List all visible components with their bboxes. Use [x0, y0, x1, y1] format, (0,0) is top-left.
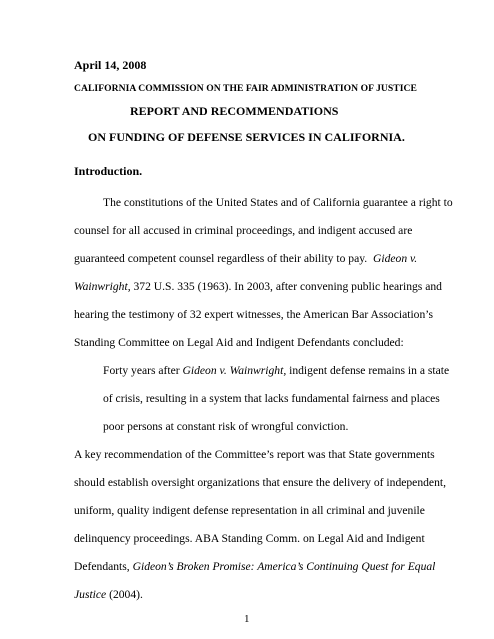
paragraph-1-line-3 — [74, 252, 417, 266]
section-heading: Introduction. — [74, 164, 143, 178]
paragraph-2-line-1: A key recommendation of the Committee’s report was that State governments — [74, 448, 435, 461]
quote-line-1-post: indigent defense remains in a state — [286, 364, 450, 377]
quote-line-2: of crisis, resulting in a system that lacks fundamental fairness and places — [103, 392, 440, 405]
quote-line-3: poor persons at constant risk of wrongful conviction. — [103, 420, 349, 433]
report-title-citation-end: Justice — [74, 588, 107, 601]
paragraph-1-line-4 — [74, 280, 442, 294]
case-citation-wainwright: Wainwright, — [74, 280, 131, 293]
paragraph-1-line-3-text: guaranteed competent counsel regardless of their ability to pay. — [74, 252, 368, 265]
paragraph-2-line-6 — [74, 588, 143, 602]
paragraph-1-line-2: counsel for all accused in criminal proceedings, and indigent accused are — [74, 224, 413, 237]
commission-name: CALIFORNIA COMMISSION ON THE FAIR ADMINISTRATION OF JUSTICE — [74, 83, 417, 94]
report-title-line-2: ON FUNDING OF DEFENSE SERVICES IN CALIFORNIA. — [88, 130, 405, 144]
page-number: 1 — [244, 613, 250, 625]
paragraph-2-line-6-post: (2004). — [106, 588, 143, 601]
case-citation-gideon: Gideon v. — [372, 252, 418, 265]
report-title-citation: Gideon’s Broken Promise: America’s Continuing Quest for Equal — [132, 560, 436, 573]
paragraph-1-line-4-text: 372 U.S. 335 (1963). In 2003, after convening public hearings and — [130, 280, 442, 293]
quote-line-1 — [103, 364, 449, 378]
paragraph-2-line-5 — [74, 560, 435, 574]
paragraph-1-line-1: The constitutions of the United States and of California guarantee a right to — [103, 196, 453, 209]
quote-case-citation: Gideon v. Wainwright, — [182, 364, 287, 377]
report-title-line-1: REPORT AND RECOMMENDATIONS — [130, 104, 339, 118]
paragraph-2-line-5-pre: Defendants, — [74, 560, 133, 573]
paragraph-2-line-3: uniform, quality indigent defense representation in all criminal and juvenile — [74, 504, 425, 517]
paragraph-2-line-4: delinquency proceedings. ABA Standing Comm. on Legal Aid and Indigent — [74, 532, 425, 545]
document-date: April 14, 2008 — [74, 58, 147, 72]
paragraph-2-line-2: should establish oversight organizations that ensure the delivery of independent, — [74, 476, 446, 489]
paragraph-1-line-5: hearing the testimony of 32 expert witnesses, the American Bar Association’s — [74, 308, 434, 321]
paragraph-1-line-6: Standing Committee on Legal Aid and Indigent Defendants concluded: — [74, 336, 404, 349]
quote-line-1-pre: Forty years after — [103, 364, 183, 377]
